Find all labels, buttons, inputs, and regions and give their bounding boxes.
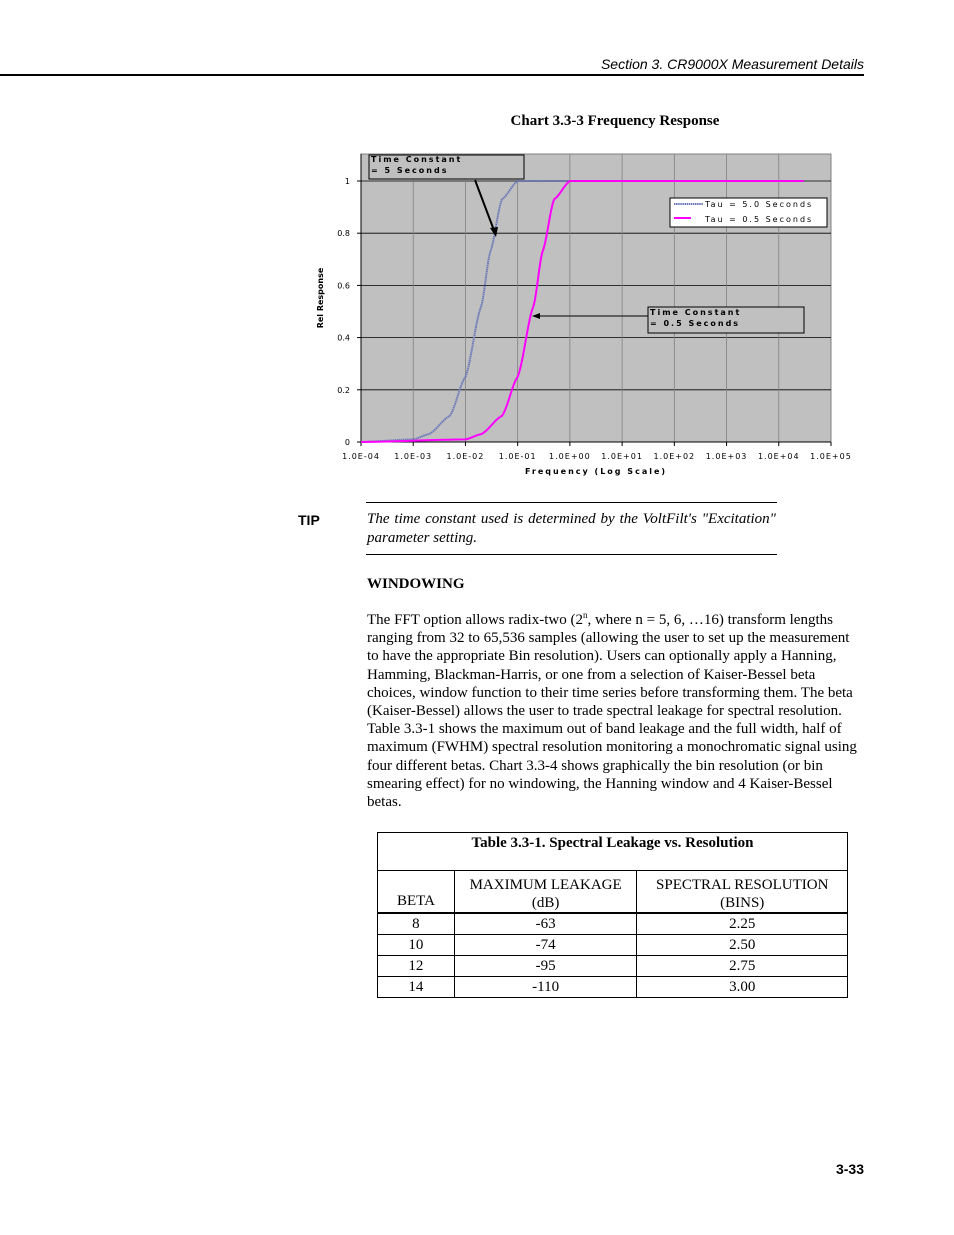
y-tick-label: 0.8 bbox=[337, 229, 350, 239]
tip-text: The time constant used is determined by the VoltFilt's "Excitation" parameter setting. bbox=[367, 511, 776, 546]
frequency-response-chart bbox=[300, 140, 860, 485]
x-tick-label: 1.0E-04 bbox=[342, 452, 380, 461]
windowing-paragraph bbox=[367, 611, 859, 811]
y-tick-label: 0.4 bbox=[337, 333, 350, 343]
y-tick-label: 0.2 bbox=[337, 385, 350, 395]
x-tick-label: 1.0E-03 bbox=[394, 452, 433, 461]
legend-label-tau05: Tau = 0.5 Seconds bbox=[705, 215, 814, 224]
header-beta: BETA bbox=[378, 871, 455, 914]
table-row bbox=[378, 977, 848, 998]
windowing-heading: WINDOWING bbox=[367, 576, 465, 592]
annotation-tau05-line2: = 0.5 Seconds bbox=[650, 319, 741, 328]
x-axis-title: Frequency (Log Scale) bbox=[524, 467, 668, 476]
table-row bbox=[378, 913, 848, 935]
header-spectral-resolution: SPECTRAL RESOLUTION (BINS) bbox=[637, 871, 848, 914]
annotation-tau5-line2: = 5 Seconds bbox=[371, 166, 449, 175]
paragraph-start: The FFT option allows radix-two (2 bbox=[367, 612, 583, 628]
annotation-tau5-line1: Time Constant bbox=[371, 155, 463, 164]
cell-beta: 14 bbox=[378, 977, 455, 998]
cell-leakage: -95 bbox=[454, 956, 637, 977]
cell-leakage: -63 bbox=[454, 913, 637, 935]
cell-beta: 8 bbox=[378, 913, 455, 935]
page-number: 3-33 bbox=[835, 1161, 864, 1177]
tip-bottom-rule bbox=[366, 554, 777, 555]
cell-beta: 10 bbox=[378, 935, 455, 956]
header-rule bbox=[0, 74, 864, 76]
cell-resolution: 2.50 bbox=[637, 935, 848, 956]
y-tick-label: 0.6 bbox=[337, 281, 350, 291]
tip-top-rule bbox=[366, 502, 777, 503]
cell-resolution: 3.00 bbox=[637, 977, 848, 998]
x-tick-label: 1.0E+00 bbox=[549, 452, 591, 461]
y-tick-label: 1 bbox=[344, 177, 350, 186]
cell-beta: 12 bbox=[378, 956, 455, 977]
chart-caption: Chart 3.3-3 Frequency Response bbox=[510, 113, 720, 129]
tip-label: TIP bbox=[298, 512, 320, 528]
cell-resolution: 2.75 bbox=[637, 956, 848, 977]
section-title: Section 3. CR9000X Measurement Details bbox=[600, 56, 864, 72]
table-title: Table 3.3-1. Spectral Leakage vs. Resolution bbox=[378, 833, 848, 871]
x-tick-label: 1.0E+05 bbox=[810, 452, 852, 461]
x-tick-label: 1.0E+02 bbox=[653, 452, 696, 461]
table-row bbox=[378, 935, 848, 956]
y-tick-label: 0 bbox=[344, 438, 350, 447]
cell-leakage: -74 bbox=[454, 935, 637, 956]
superscript-n: n bbox=[582, 610, 588, 620]
y-axis-title: Rel Response bbox=[316, 267, 325, 329]
paragraph-rest: , where n = 5, 6, …16) transform lengths ranging from 32 to 65,536 samples (allowing the user to set up the measurement to have the appropriate Bin resolution). Users can optionally apply a Hanning, Hamming, Blackman-Harris, or one from a selection of Kaiser-Bessel beta choices, window function to their time series before transforming them. The beta (Kaiser-Bessel) allows the user to trade spectral leakage for spectral resolution. Table 3.3-1 shows the maximum out of band leakage and the full width, half of maximum (FWHM) spectral resolution monitoring a monochromatic signal using four different betas. Chart 3.3-4 shows graphically the bin resolution (or bin smearing effect) for no windowing, the Hanning window and 4 Kaiser-Bessel betas. bbox=[367, 612, 857, 811]
spectral-leakage-table bbox=[377, 832, 848, 998]
x-tick-label: 1.0E-01 bbox=[498, 452, 537, 461]
table-header-row bbox=[378, 871, 848, 914]
table-row bbox=[378, 956, 848, 977]
page-header bbox=[0, 54, 864, 74]
cell-resolution: 2.25 bbox=[637, 913, 848, 935]
x-tick-label: 1.0E+04 bbox=[757, 452, 800, 461]
legend-label-tau5: Tau = 5.0 Seconds bbox=[705, 200, 814, 209]
x-tick-label: 1.0E+03 bbox=[705, 452, 748, 461]
x-tick-label: 1.0E+01 bbox=[601, 452, 643, 461]
plot-area bbox=[361, 154, 831, 442]
header-max-leakage: MAXIMUM LEAKAGE (dB) bbox=[454, 871, 637, 914]
annotation-tau05-line1: Time Constant bbox=[650, 308, 742, 317]
cell-leakage: -110 bbox=[454, 977, 637, 998]
x-tick-label: 1.0E-02 bbox=[446, 452, 485, 461]
